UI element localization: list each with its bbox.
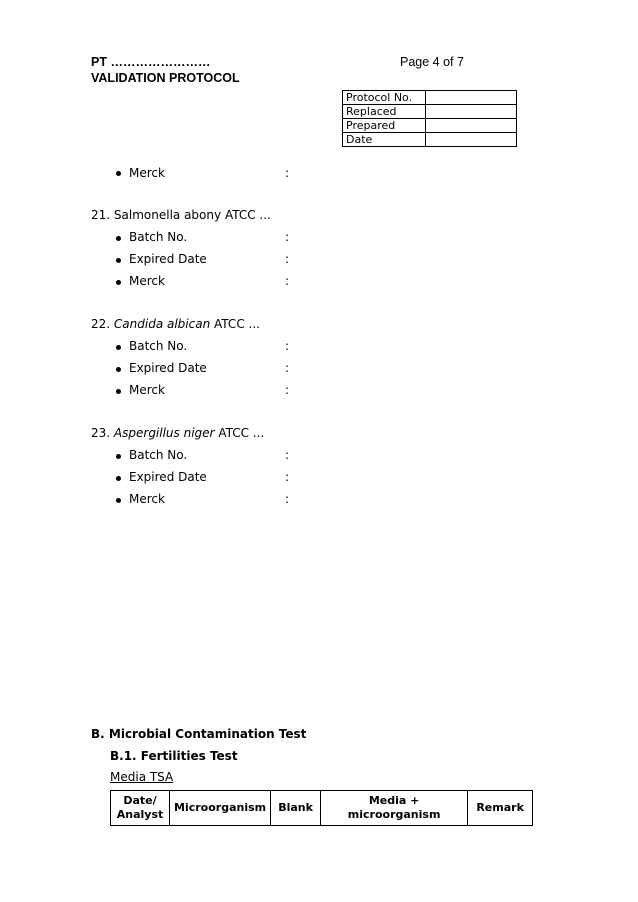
atcc-suffix: ATCC ... <box>214 317 260 331</box>
date-label: Date <box>343 133 426 147</box>
column-header-remark: Remark <box>468 791 533 826</box>
list-item: Merck <box>129 166 165 180</box>
column-header-microorganism: Microorganism <box>170 791 271 826</box>
colon: : <box>285 492 290 506</box>
table-row <box>343 133 517 147</box>
protocol-table <box>342 90 517 147</box>
section-23-heading <box>91 425 264 441</box>
bullet-icon <box>116 345 121 350</box>
colon: : <box>285 339 290 353</box>
colon: : <box>285 470 290 484</box>
bullet-icon <box>116 367 121 372</box>
list-item: Expired Date <box>129 470 207 484</box>
colon: : <box>285 252 290 266</box>
media-label: Media TSA <box>110 770 174 784</box>
fertilities-test-heading: B.1. Fertilities Test <box>110 749 238 763</box>
bullet-icon <box>116 454 121 459</box>
table-row <box>343 119 517 133</box>
atcc-suffix: ATCC ... <box>218 426 265 440</box>
list-item: Batch No. <box>129 230 188 244</box>
organism-name: Salmonella abony <box>113 208 222 222</box>
list-item: Expired Date <box>129 252 207 266</box>
colon: : <box>285 166 290 180</box>
list-item: Merck <box>129 492 165 506</box>
list-item: Batch No. <box>129 339 188 353</box>
atcc-suffix: ATCC ... <box>224 208 271 222</box>
section-number: 23. <box>91 426 111 440</box>
column-header-blank: Blank <box>271 791 321 826</box>
date-value <box>426 133 517 147</box>
protocol-no-label: Protocol No. <box>343 91 426 105</box>
table-row <box>343 91 517 105</box>
bullet-icon <box>116 476 121 481</box>
list-item: Merck <box>129 274 165 288</box>
bullet-icon <box>116 389 121 394</box>
bullet-icon <box>116 280 121 285</box>
table-row <box>343 105 517 119</box>
fertility-test-table <box>110 790 533 826</box>
replaced-value <box>426 105 517 119</box>
organism-name: Aspergillus niger <box>113 426 215 440</box>
section-number: 21. <box>91 208 111 222</box>
prepared-value <box>426 119 517 133</box>
organism-name: Candida albican <box>113 317 211 331</box>
bullet-icon <box>116 171 121 176</box>
page-number: Page 4 of 7 <box>400 55 464 69</box>
table-header-row <box>111 791 533 826</box>
bullet-icon <box>116 258 121 263</box>
document-title: PT …………………… <box>91 55 211 69</box>
document-subtitle: VALIDATION PROTOCOL <box>91 71 240 85</box>
column-header-date-analyst: Date/ Analyst <box>111 791 170 826</box>
protocol-no-value <box>426 91 517 105</box>
bullet-icon <box>116 236 121 241</box>
colon: : <box>285 383 290 397</box>
section-number: 22. <box>91 317 111 331</box>
section-21-heading <box>91 207 271 223</box>
list-item: Expired Date <box>129 361 207 375</box>
colon: : <box>285 230 290 244</box>
list-item: Batch No. <box>129 448 188 462</box>
section-22-heading <box>91 316 260 332</box>
list-item: Merck <box>129 383 165 397</box>
bullet-icon <box>116 498 121 503</box>
prepared-label: Prepared <box>343 119 426 133</box>
replaced-label: Replaced <box>343 105 426 119</box>
colon: : <box>285 361 290 375</box>
section-b-heading: B. Microbial Contamination Test <box>91 727 307 741</box>
column-header-media-microorganism: Media + microorganism <box>321 791 468 826</box>
colon: : <box>285 274 290 288</box>
colon: : <box>285 448 290 462</box>
